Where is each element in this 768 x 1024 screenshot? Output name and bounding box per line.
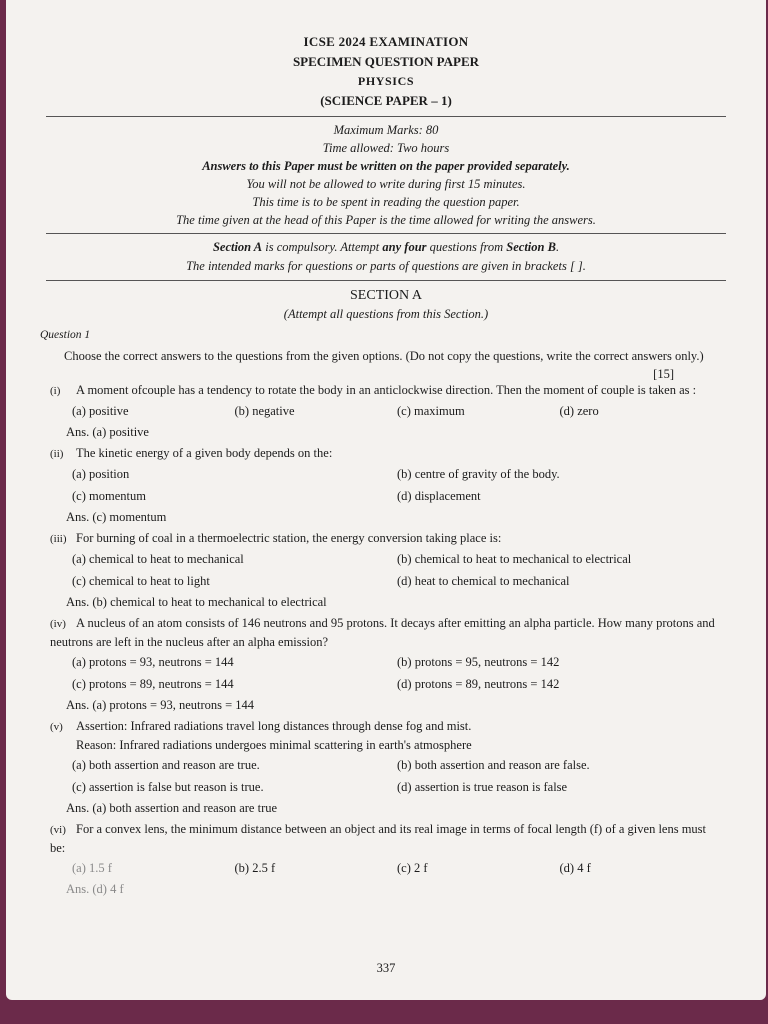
answer: Ans. (a) positive [66, 425, 149, 439]
item-question: For burning of coal in a thermoelectric station, the energy conversion taking place is: [76, 531, 502, 545]
answer: Ans. (a) protons = 93, neutrons = 144 [66, 698, 255, 712]
option-b: (b) protons = 95, neutrons = 142 [397, 655, 560, 669]
item-assertion: Assertion: Infrared radiations travel long distances through dense fog and mist. [76, 719, 472, 733]
option-d: (d) protons = 89, neutrons = 142 [397, 677, 560, 691]
option-a: (a) protons = 93, neutrons = 144 [72, 655, 234, 669]
option-c: (c) protons = 89, neutrons = 144 [72, 677, 234, 691]
question-intro: Choose the correct answers to the questions from the given options. (Do not copy the questions, write the correct answers only.) [64, 349, 704, 363]
item-text [50, 529, 722, 548]
item-number: (iv) [50, 618, 66, 630]
instruction-line: You will not be allowed to write during first 15 minutes. [246, 177, 526, 191]
section-b-ref: Section B [506, 240, 556, 254]
options [72, 857, 722, 879]
sub-paper-title: (SCIENCE PAPER – 1) [320, 93, 452, 108]
note-emphasis: any four [382, 240, 427, 254]
subject-title: PHYSICS [357, 74, 415, 88]
option-d: (d) zero [559, 404, 599, 418]
note-text: questions from [426, 240, 507, 254]
option-d: (d) displacement [397, 489, 481, 503]
option-d: (d) heat to chemical to mechanical [397, 574, 570, 588]
item-number: (iii) [50, 533, 67, 545]
question-marks: [15] [653, 367, 674, 381]
max-marks: Maximum Marks: 80 [333, 123, 439, 137]
item-text [50, 614, 722, 651]
question-item [50, 444, 722, 527]
exam-title: ICSE 2024 EXAMINATION [303, 34, 469, 49]
time-allowed: Time allowed: Two hours [322, 141, 450, 155]
option-a: (a) positive [72, 404, 129, 418]
options [72, 548, 722, 592]
options [72, 651, 722, 695]
section-title: SECTION A [350, 288, 422, 303]
paper-title: SPECIMEN QUESTION PAPER [292, 54, 480, 69]
item-text [50, 820, 722, 857]
divider [46, 233, 726, 234]
item-number: (i) [50, 385, 61, 397]
option-a: (a) both assertion and reason are true. [72, 758, 260, 772]
question-item [50, 717, 722, 818]
option-d: (d) 4 f [559, 861, 591, 875]
answer: Ans. (b) chemical to heat to mechanical to electrical [66, 595, 327, 609]
compulsory-note [6, 238, 766, 257]
divider [46, 280, 726, 281]
option-c: (c) 2 f [397, 861, 428, 875]
options [72, 754, 722, 798]
question-label: Question 1 [40, 329, 91, 341]
option-a: (a) position [72, 467, 130, 481]
item-question: A moment ofcouple has a tendency to rotate the body in an anticlockwise direction. Then the moment of couple is taken as : [76, 383, 697, 397]
instruction-line: Answers to this Paper must be written on the paper provided separately. [202, 159, 570, 173]
instruction-line: The time given at the head of this Paper is the time allowed for writing the answers. [176, 213, 596, 227]
option-d: (d) assertion is true reason is false [397, 780, 568, 794]
option-b: (b) centre of gravity of the body. [397, 467, 560, 481]
question-item [50, 614, 722, 715]
option-c: (c) assertion is false but reason is true. [72, 780, 264, 794]
item-question: The kinetic energy of a given body depends on the: [76, 446, 333, 460]
item-text [50, 717, 722, 736]
paper-header [6, 32, 766, 112]
instructions-block [6, 121, 766, 229]
answer: Ans. (d) 4 f [66, 882, 124, 896]
options [72, 463, 722, 507]
question-item [50, 529, 722, 612]
divider [46, 116, 726, 117]
item-number: (v) [50, 721, 63, 733]
option-b: (b) negative [234, 404, 295, 418]
section-subtitle: (Attempt all questions from this Section.) [283, 307, 489, 321]
options [72, 400, 722, 422]
item-text [50, 381, 722, 400]
item-number: (ii) [50, 448, 64, 460]
option-b: (b) 2.5 f [234, 861, 276, 875]
instruction-line: This time is to be spent in reading the question paper. [252, 195, 520, 209]
marks-note: The intended marks for questions or parts of questions are given in brackets [ ]. [186, 259, 586, 273]
option-b: (b) chemical to heat to mechanical to electrical [397, 552, 632, 566]
page-number: 337 [376, 961, 396, 975]
item-reason: Reason: Infrared radiations undergoes minimal scattering in earth's atmosphere [76, 738, 472, 752]
option-b: (b) both assertion and reason are false. [397, 758, 590, 772]
answer: Ans. (c) momentum [66, 510, 167, 524]
question-item [50, 820, 722, 899]
option-c: (c) maximum [397, 404, 465, 418]
answer: Ans. (a) both assertion and reason are true [66, 801, 278, 815]
document-page [6, 0, 766, 1000]
option-c: (c) momentum [72, 489, 146, 503]
item-question: A nucleus of an atom consists of 146 neutrons and 95 protons. It decays after emitting an alpha particle. How many protons and neutrons are left in the nucleus after an alpha emission? [50, 616, 715, 649]
option-a: (a) chemical to heat to mechanical [72, 552, 244, 566]
item-number: (vi) [50, 824, 66, 836]
item-question: For a convex lens, the minimum distance between an object and its real image in terms of focal length (f) of a given lens must be: [50, 822, 707, 855]
note-text: . [555, 240, 560, 254]
option-c: (c) chemical to heat to light [72, 574, 210, 588]
note-text: is compulsory. Attempt [262, 240, 383, 254]
item-text [50, 444, 722, 463]
item-text [50, 736, 722, 754]
option-a: (a) 1.5 f [72, 861, 112, 875]
question-item [50, 367, 722, 442]
section-a-ref: Section A [212, 240, 263, 254]
